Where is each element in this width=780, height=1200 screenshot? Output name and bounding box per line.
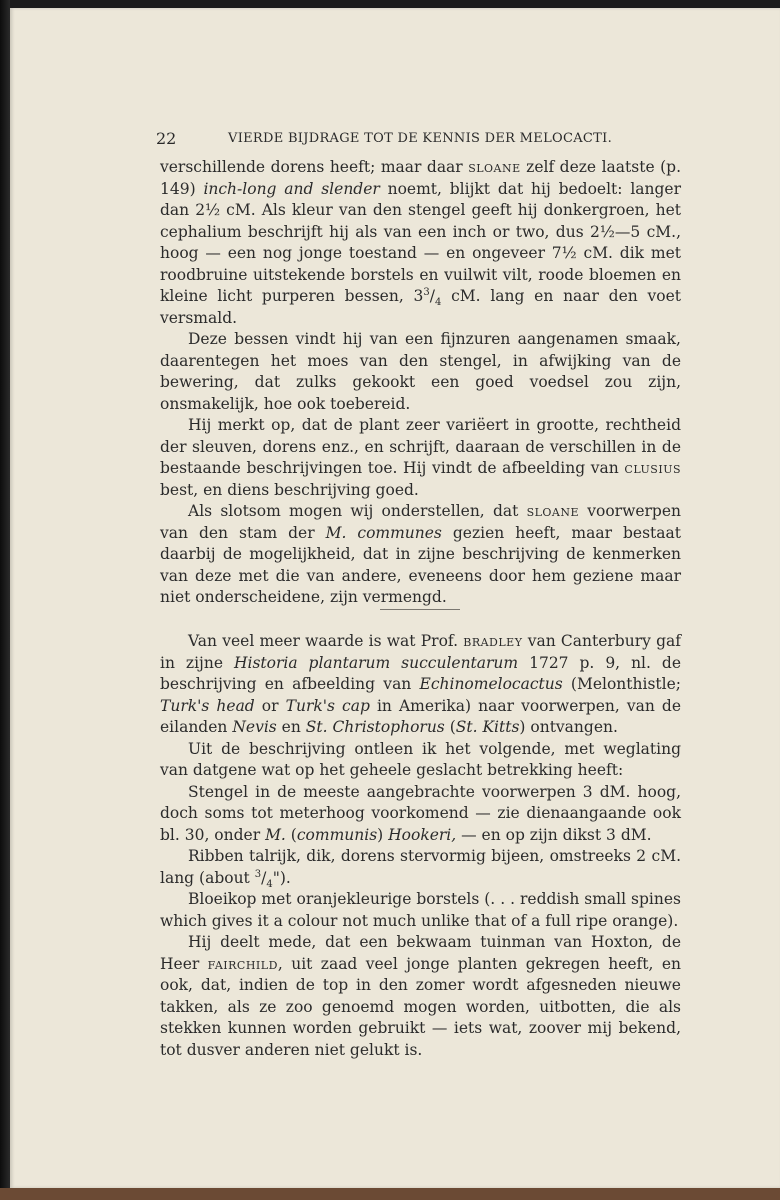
text-run: Hij deelt mede, dat een bekwaam tuinman van Hoxton, de Heer	[160, 933, 681, 973]
author-name: sloane	[468, 158, 521, 176]
text-run: 1727 p. 9, nl. de beschrijving en afbeelding van	[160, 653, 681, 693]
author-name: bradley	[463, 632, 523, 650]
text-run: best, en diens beschrijving goed.	[160, 480, 419, 499]
page-number: 22	[156, 129, 177, 148]
text-run: Deze bessen vindt hij van een fijnzuren aangenamen smaak, daarentegen het moes van den stengel, in afwijking van de bewering, dat zulks gekookt een goed voedsel zou zijn, onsmakelijk, hoe ook toebereid.	[160, 330, 681, 413]
text-run: , uit zaad veel jonge planten gekregen heeft, en ook, dat, indien de top in den zomer wordt afgesneden nieuwe takken, als ze zoo genoemd mogen worden, uitbotten, die als stekken kunnen worden gebruikt — iets wat, zoover mij bekend, tot dusver anderen niet gelukt is.	[160, 954, 681, 1059]
text-run: cM. lang en naar den voet versmald.	[160, 287, 681, 327]
section-divider	[380, 609, 460, 610]
text-run: /	[429, 287, 435, 305]
text-run: noemt, blijkt dat hij bedoelt: langer dan 2½ cM. Als kleur van den stengel geeft hij donkergroen, het cephalium beschrijft hij als van een inch or two, dus 2½—5 cM., hoog — een nog jonge toestand — en ongeveer 7½ cM. dik met roodbruine uitstekende borstels en vuilwit vilt, roode bloemen en kleine licht purperen bessen, 3	[160, 179, 682, 305]
text-run: Bloeikop met oranjekleurige borstels (. . . reddish small spines which gives it a colour not much unlike that of a full ripe orange).	[160, 890, 681, 930]
paragraph	[160, 631, 681, 739]
text-run: Hij merkt op, dat de plant zeer variëert in grootte, rechtheid der sleuven, dorens enz., en schrijft, daaraan de verschillen in de bestaande beschrijvingen toe. Hij vindt de afbeelding van	[160, 416, 681, 477]
text-run: zelf deze laatste (p. 149)	[160, 158, 681, 198]
text-run: (Melonthistle;	[562, 675, 681, 693]
text-run: — en op zijn dikst 3 dM.	[456, 825, 652, 844]
text-run: or	[254, 696, 286, 715]
italic-term: Historia plantarum succulentarum	[233, 653, 519, 672]
paragraph	[160, 889, 681, 932]
paragraph	[160, 157, 681, 329]
author-name: fairchild	[207, 954, 278, 973]
italic-term: M. communes	[325, 523, 442, 542]
text-run: verschillende dorens heeft; maar daar	[160, 158, 469, 176]
italic-term: Echinomelocactus	[419, 675, 563, 693]
text-run: Stengel in de meeste aangebrachte voorwerpen 3 dM. hoog, doch soms tot meterhoog voorkomend — zie dienaangaande ook bl. 30, onder	[160, 782, 681, 844]
page-header	[156, 129, 616, 151]
text-run: van Canterbury gaf in zijne	[160, 632, 681, 672]
text-run: Ribben talrijk, dik, dorens stervormig bijeen, omstreeks 2 cM. lang (about	[160, 847, 681, 887]
text-run: gezien heeft, maar bestaat daarbij de mogelijkheid, dat in zijne beschrijving de kenmerken van deze met die van andere, eveneens door hem geziene maar niet onderscheidene, zijn vermengd.	[160, 523, 681, 606]
text-run: (	[285, 825, 297, 844]
fraction-denominator: 4	[434, 297, 442, 309]
italic-term: Nevis	[232, 718, 277, 736]
paragraph	[160, 932, 681, 1061]
italic-term: inch-long and slender	[203, 179, 380, 198]
author-name: sloane	[526, 502, 580, 520]
text-run: Als slotsom mogen wij onderstellen, dat	[188, 502, 527, 520]
text-run: Van veel meer waarde is wat Prof.	[188, 632, 464, 650]
fraction-numerator: 3	[423, 286, 430, 298]
fraction-numerator: 3	[254, 868, 262, 880]
text-run: voorwerpen van den stam der	[160, 502, 682, 542]
paragraph	[160, 846, 681, 889]
text-run: ) ontvangen.	[519, 718, 618, 736]
running-title: VIERDE BIJDRAGE TOT DE KENNIS DER MELOCACTI.	[228, 131, 612, 146]
text-run: /	[261, 868, 267, 887]
text-run: in Amerika) naar voorwerpen, van de eilanden	[160, 696, 681, 736]
fraction-denominator: 4	[266, 878, 273, 890]
scan-left-edge	[0, 0, 10, 1200]
paragraph	[160, 739, 681, 782]
paragraph	[160, 501, 681, 609]
italic-term: Turk's head	[160, 696, 255, 715]
text-run: Uit de beschrijving ontleen ik het volgende, met weglating van datgene wat op het geheele geslacht betrekking heeft:	[160, 739, 681, 779]
text-run: en	[276, 718, 306, 736]
italic-term: communis	[296, 825, 378, 844]
italic-term: Turk's cap	[285, 696, 370, 715]
italic-term: St. Kitts	[455, 718, 520, 736]
text-run: (	[444, 718, 456, 736]
author-name: clusius	[624, 459, 681, 477]
text-run: )	[377, 825, 389, 844]
italic-term: Hookeri,	[388, 825, 457, 844]
italic-term: St. Christophorus	[305, 718, 445, 736]
paragraph	[160, 782, 681, 847]
paragraph	[160, 329, 681, 415]
scan-bottom-edge	[0, 1188, 780, 1200]
text-block-sloane	[160, 157, 681, 609]
text-run: ").	[272, 868, 291, 887]
text-block-bradley	[160, 631, 681, 1061]
paragraph	[160, 415, 681, 501]
italic-term: M.	[265, 825, 286, 844]
